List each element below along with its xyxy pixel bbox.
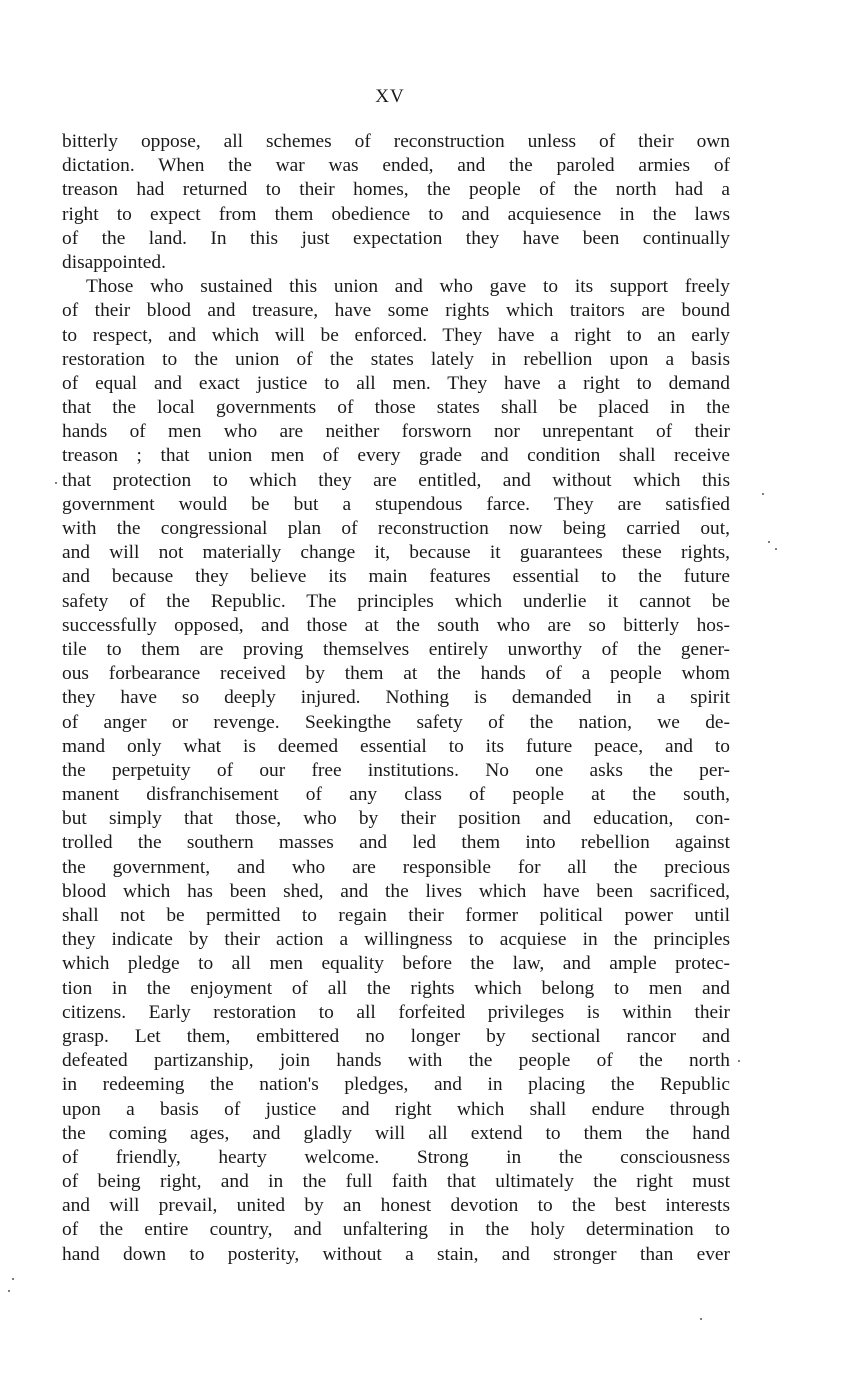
- text-line: bitterly oppose, all schemes of reconstruction unless of their own: [62, 131, 730, 152]
- text-line: of the entire country, and unfaltering in the holy determination to: [62, 1219, 730, 1241]
- scan-speck: [55, 482, 57, 484]
- text-line: mand only what is deemed essential to its future peace, and to: [62, 735, 730, 757]
- page-number: XV: [375, 86, 405, 107]
- scan-speck: [700, 1318, 702, 1320]
- text-line: of equal and exact justice to all men. They have a right to demand: [62, 372, 730, 394]
- text-line: the coming ages, and gladly will all extend to them the hand: [62, 1122, 730, 1144]
- text-line: that the local governments of those states shall be placed in the: [62, 397, 730, 419]
- scan-speck: [12, 1278, 14, 1280]
- text-line: treason ; that union men of every grade and condition shall receive: [62, 445, 730, 467]
- text-line: of the land. In this just expectation they have been continually: [62, 227, 730, 249]
- text-line: tile to them are proving themselves entirely unworthy of the gener-: [62, 638, 730, 660]
- text-line: citizens. Early restoration to all forfeited privileges is within their: [62, 1001, 730, 1023]
- body-text: [62, 130, 730, 1267]
- text-line: but simply that those, who by their position and education, con-: [62, 808, 730, 830]
- text-line: in redeeming the nation's pledges, and in placing the Republic: [62, 1074, 730, 1096]
- text-line: of their blood and treasure, have some rights which traitors are bound: [62, 300, 730, 322]
- text-line: upon a basis of justice and right which shall endure through: [62, 1098, 730, 1120]
- scan-speck: [8, 1290, 10, 1292]
- text-line: of being right, and in the full faith that ultimately the right must: [62, 1171, 730, 1193]
- text-line: government would be but a stupendous farce. They are satisfied: [62, 493, 730, 515]
- text-line: shall not be permitted to regain their former political power until: [62, 905, 730, 926]
- text-line: of anger or revenge. Seekingthe safety of the nation, we de-: [62, 711, 730, 733]
- text-line: hand down to posterity, without a stain, and stronger than ever: [62, 1243, 730, 1265]
- text-line: ous forbearance received by them at the hands of a people whom: [62, 663, 730, 685]
- scan-speck: [738, 1060, 740, 1062]
- scan-speck: [762, 493, 764, 495]
- text-line: with the congressional plan of reconstruction now being carried out,: [62, 518, 730, 539]
- text-line: grasp. Let them, embittered no longer by sectional rancor and: [62, 1025, 730, 1047]
- text-line: tion in the enjoyment of all the rights which belong to men and: [62, 977, 730, 999]
- text-line: and will not materially change it, because it guarantees these rights,: [62, 542, 730, 564]
- text-line: Those who sustained this union and who gave to its support freely: [86, 276, 730, 298]
- text-line: that protection to which they are entitled, and without which this: [62, 469, 730, 491]
- text-line: restoration to the union of the states lately in rebellion upon a basis: [62, 348, 730, 370]
- text-line: to respect, and which will be enforced. They have a right to an early: [62, 324, 730, 346]
- text-line: which pledge to all men equality before the law, and ample protec-: [62, 953, 730, 975]
- scan-speck: [775, 548, 777, 550]
- text-line: trolled the southern masses and led them into rebellion against: [62, 832, 730, 854]
- text-line: they indicate by their action a willingness to acquiese in the principles: [62, 929, 730, 951]
- text-line: defeated partizanship, join hands with the people of the north: [62, 1050, 730, 1072]
- text-line: successfully opposed, and those at the south who are so bitterly hos-: [62, 614, 730, 636]
- scan-speck: [768, 541, 770, 543]
- text-line: treason had returned to their homes, the people of the north had a: [62, 179, 730, 201]
- text-line: dictation. When the war was ended, and the paroled armies of: [62, 155, 730, 177]
- text-line: hands of men who are neither forsworn nor unrepentant of their: [62, 421, 730, 443]
- text-line: and because they believe its main features essential to the future: [62, 566, 730, 588]
- text-line: the perpetuity of our free institutions. No one asks the per-: [62, 759, 730, 781]
- text-line: and will prevail, united by an honest devotion to the best interests: [62, 1195, 730, 1217]
- text-line: the government, and who are responsible for all the precious: [62, 856, 730, 878]
- text-line: blood which has been shed, and the lives which have been sacrificed,: [62, 880, 730, 902]
- text-line: of friendly, hearty welcome. Strong in the consciousness: [62, 1146, 730, 1168]
- text-line: right to expect from them obedience to and acquiesence in the laws: [62, 203, 730, 225]
- text-line: safety of the Republic. The principles which underlie it cannot be: [62, 590, 730, 612]
- text-line: manent disfranchisement of any class of people at the south,: [62, 784, 730, 806]
- text-line: they have so deeply injured. Nothing is demanded in a spirit: [62, 687, 730, 709]
- text-line: disappointed.: [62, 251, 166, 273]
